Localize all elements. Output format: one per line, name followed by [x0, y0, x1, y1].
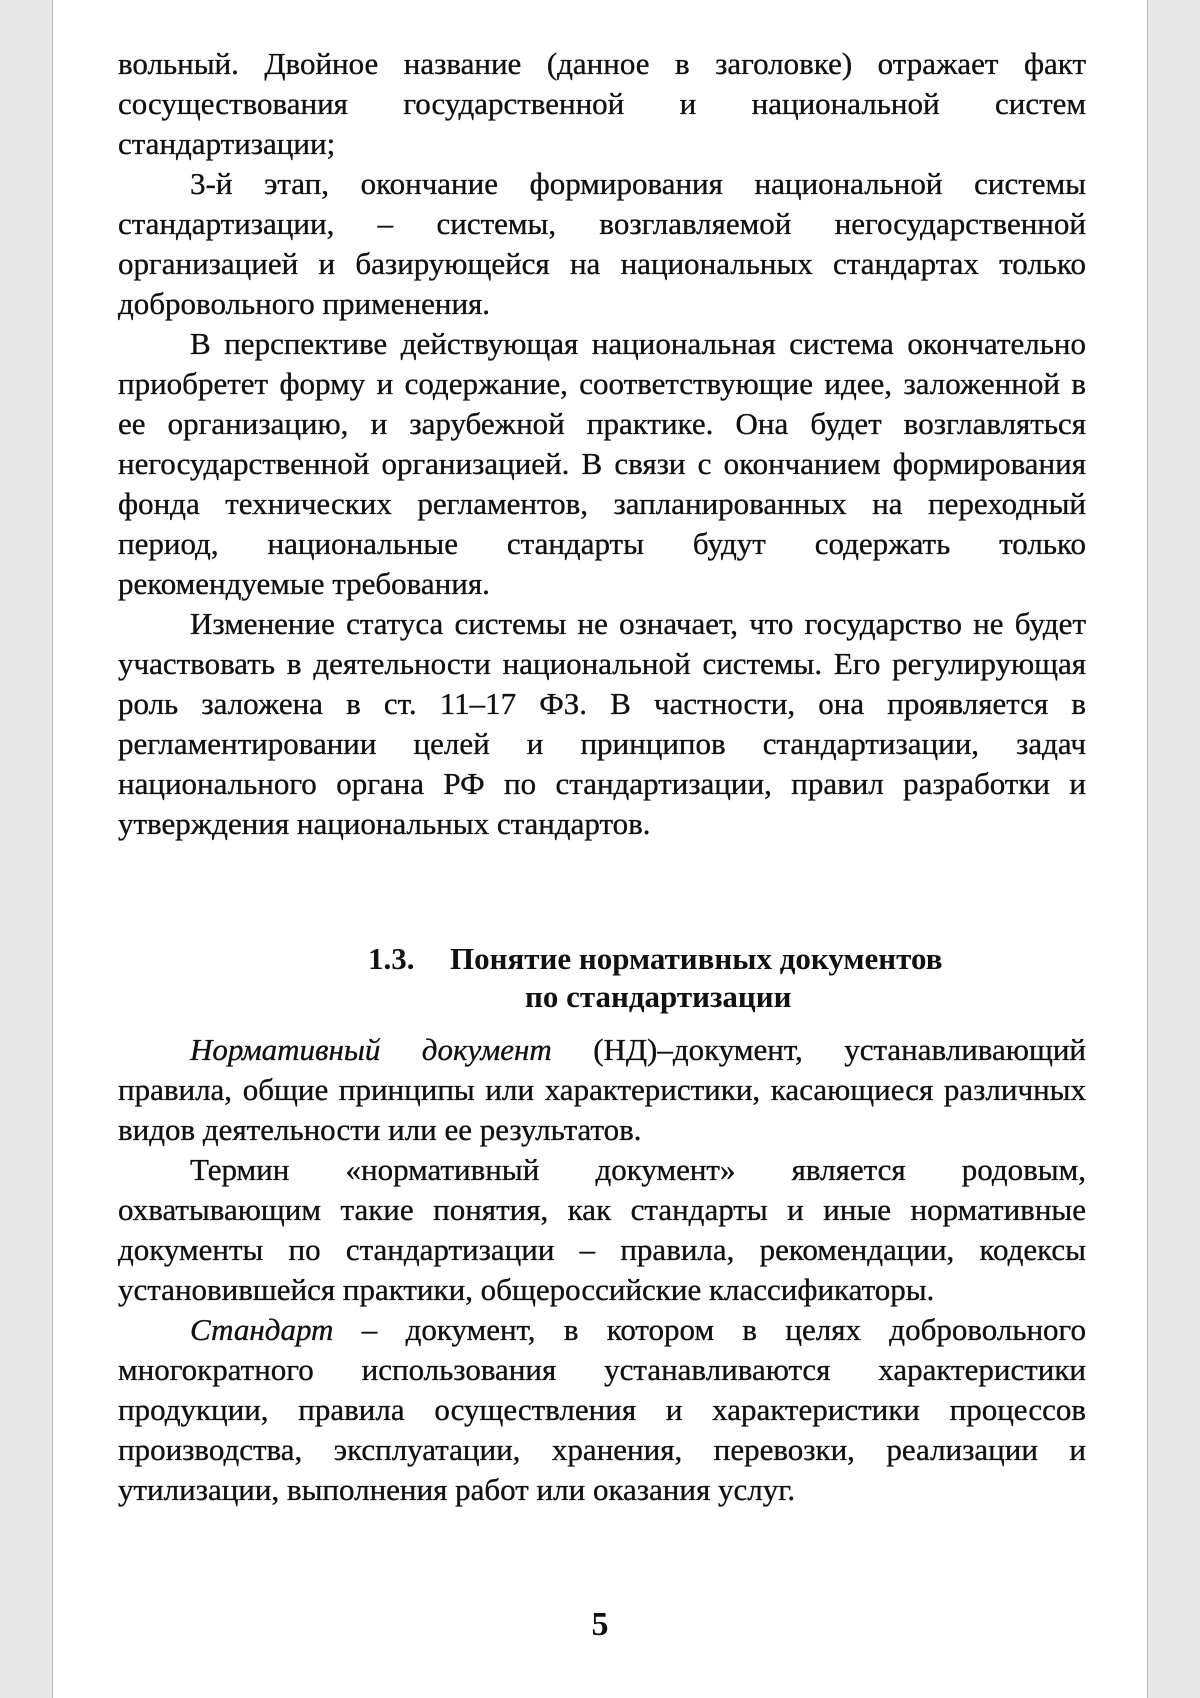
- paragraph: вольный. Двойное название (данное в заголовке) отражает факт сосуществования государственной и национальной систем стандартизации;: [118, 44, 1086, 164]
- paragraph: Изменение статуса системы не означает, что государство не будет участвовать в деятельности национальной системы. Его регулирующая роль заложена в ст. 11–17 ФЗ. В частности, она проявляется в регламентировании целей и принципов стандартизации, задач национального органа РФ по стандартизации, правил разработки и утверждения национальных стандартов.: [118, 604, 1086, 844]
- section-title-line2: по стандартизации: [118, 978, 1086, 1016]
- document-page: [52, 0, 1148, 1698]
- paragraph: В перспективе действующая национальная система окончательно приобретет форму и содержание, соответствующие идее, заложенной в ее организацию, и зарубежной практике. Она будет возглавляться негосударственной организацией. В связи с окончанием формирования фонда технических регламентов, запланированных на переходный период, национальные стандарты будут содержать только рекомендуемые требования.: [118, 324, 1086, 604]
- definition-text: (НД)–документ, устанавливающий правила, общие принципы или характеристики, касающиеся различных видов деятельности или ее результатов.: [118, 1032, 1086, 1147]
- body-text-bottom: [118, 1030, 1086, 1510]
- section-title-line1: Понятие нормативных документов: [450, 941, 942, 976]
- paragraph: Термин «нормативный документ» является родовым, охватывающим такие понятия, как стандарты и иные нормативные документы по стандартизации – правила, рекомендации, кодексы установившейся практики, общероссийские классификаторы.: [118, 1150, 1086, 1310]
- section-heading: [118, 940, 1086, 1016]
- term-standard: Стандарт: [190, 1312, 333, 1347]
- definition-standard: [118, 1310, 1086, 1510]
- definition-normative-document: [118, 1030, 1086, 1150]
- section-number: 1.3.: [368, 940, 450, 978]
- term-normative-document: Нормативный документ: [190, 1032, 552, 1067]
- page-number: 5: [53, 1606, 1147, 1644]
- body-text-top: [118, 44, 1086, 844]
- definition-text: – документ, в котором в целях добровольного многократного использования устанавливаются характеристики продукции, правила осуществления и характеристики процессов производства, эксплуатации, хранения, перевозки, реализации и утилизации, выполнения работ или оказания услуг.: [118, 1312, 1086, 1507]
- paragraph: 3-й этап, окончание формирования национальной системы стандартизации, – системы, возглавляемой негосударственной организацией и базирующейся на национальных стандартах только добровольного применения.: [118, 164, 1086, 324]
- section-heading-line1: [118, 940, 1086, 978]
